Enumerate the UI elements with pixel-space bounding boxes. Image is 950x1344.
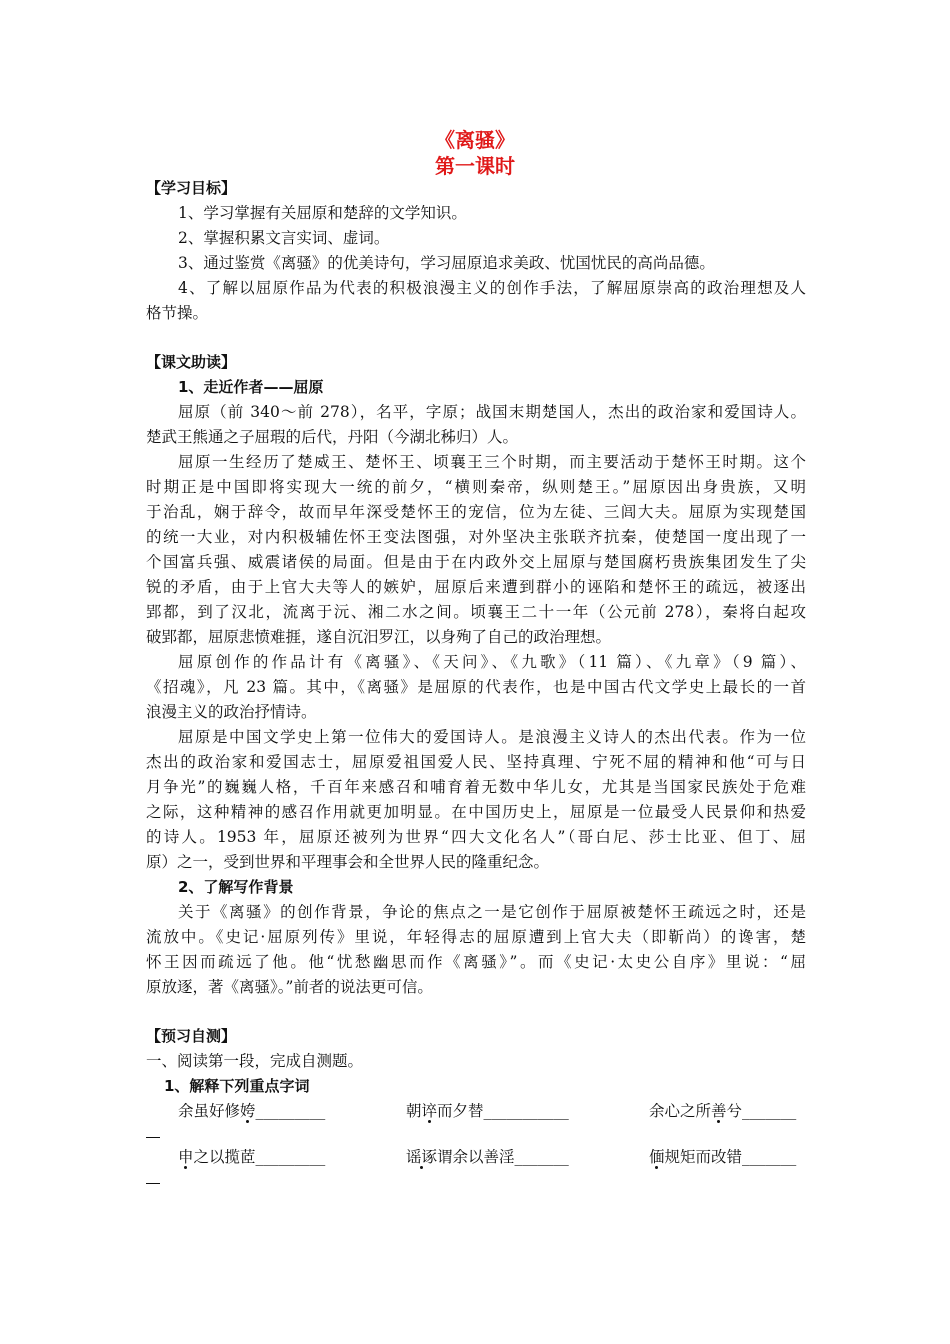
goal-item: 4、了解以屈原作品为代表的积极浪漫主义的创作手法，了解屈原崇高的政治理想及人	[178, 279, 806, 297]
vocab-keyword: 谇	[421, 1102, 438, 1120]
vocab-item	[406, 1099, 569, 1123]
exercise-intro: 一、阅读第一段，完成自测题。	[146, 1052, 364, 1070]
paragraph-line: 屈原（前 340～前 278），名平，字原；战国末期楚国人，杰出的政治家和爱国诗人。	[178, 403, 806, 421]
vocab-item	[178, 1145, 325, 1169]
answer-blank[interactable]: ___________	[483, 1102, 569, 1120]
subheading-background: 2、了解写作背景	[178, 878, 294, 896]
goal-item: 2、掌握积累文言实词、虚词。	[178, 229, 390, 247]
paragraph-line: 之际，这种精神的感召作用就更加明显。在中国历史上，屈原是一位最受人民景仰和热爱	[146, 803, 806, 821]
paragraph-line: 浪漫主义的政治抒情诗。	[146, 703, 317, 721]
paragraph-line: 杰出的政治家和爱国志士，屈原爱祖国爱人民、坚持真理、宁死不屈的精神和他“可与日	[146, 753, 806, 771]
section-heading-guide: 【课文助读】	[146, 353, 237, 371]
vocab-keyword: 善	[711, 1102, 727, 1120]
vocab-keyword: 偭	[649, 1148, 665, 1166]
paragraph-line: 屈原一生经历了楚威王、楚怀王、顷襄王三个时期，而主要活动于楚怀王时期。这个	[178, 453, 806, 471]
paragraph-line: 原放逐，著《离骚》。”前者的说法更可信。	[146, 978, 433, 996]
answer-blank-continuation	[146, 1137, 160, 1138]
subheading-author: 1、走近作者——屈原	[178, 378, 324, 396]
paragraph-line: 郢都，到了汉北，流离于沅、湘二水之间。顷襄王二十一年（公元前 278），秦将白起攻	[146, 603, 806, 621]
document-subtitle: 第一课时	[435, 154, 515, 178]
vocab-text: 之以揽茝	[193, 1148, 256, 1166]
goal-item-continued: 格节操。	[146, 304, 209, 322]
paragraph-line: 破郢都，屈原悲愤难捱，遂自沉汨罗江，以身殉了自己的政治理想。	[146, 628, 612, 646]
answer-blank[interactable]: _________	[255, 1148, 326, 1166]
exercise-subheading: 1、解释下列重点字词	[164, 1077, 310, 1095]
paragraph-line: 的诗人。1953 年，屈原还被列为世界“四大文化名人”（哥白尼、莎士比亚、但丁、屈	[146, 828, 806, 846]
vocab-text: 余虽好修	[178, 1102, 241, 1120]
paragraph-line: 锐的矛盾，由于上官大夫等人的嫉妒，屈原后来遭到群小的诬陷和楚怀王的疏远，被逐出	[146, 578, 806, 596]
answer-blank[interactable]: _______	[742, 1148, 797, 1166]
paragraph-line: 时期正是中国即将实现大一统的前夕，“横则秦帝，纵则楚王。”屈原因出身贵族，又明	[146, 478, 806, 496]
paragraph-line: 屈原创作的作品计有《离骚》、《天问》、《九歌》（11 篇）、《九章》（9 篇）、	[178, 653, 806, 671]
vocab-keyword: 谣诼	[406, 1148, 438, 1166]
vocab-text: 规矩而改错	[664, 1148, 743, 1166]
vocab-keyword: 姱	[240, 1102, 256, 1120]
section-heading-goals: 【学习目标】	[146, 179, 237, 197]
section-heading-preview: 【预习自测】	[146, 1027, 237, 1045]
answer-blank[interactable]: _______	[742, 1102, 797, 1120]
vocab-item	[649, 1145, 796, 1169]
answer-blank[interactable]: _______	[514, 1148, 569, 1166]
vocab-item	[178, 1099, 325, 1123]
vocab-text: 而夕替	[437, 1102, 484, 1120]
paragraph-line: 《招魂》，凡 23 篇。其中，《离骚》是屈原的代表作，也是中国古代文学史上最长的一首	[146, 678, 806, 696]
vocab-keyword: 申	[178, 1148, 194, 1166]
paragraph-line: 关于《离骚》的创作背景，争论的焦点之一是它创作于屈原被楚怀王疏远之时，还是	[178, 903, 806, 921]
paragraph-line: 屈原是中国文学史上第一位伟大的爱国诗人。是浪漫主义诗人的杰出代表。作为一位	[178, 728, 806, 746]
vocab-text: 兮	[726, 1102, 743, 1120]
vocab-item	[649, 1099, 796, 1123]
vocab-text: 余心之所	[649, 1102, 712, 1120]
paragraph-line: 楚武王熊通之子屈瑕的后代，丹阳（今湖北秭归）人。	[146, 428, 519, 446]
answer-blank-continuation	[146, 1183, 160, 1184]
answer-blank[interactable]: _________	[255, 1102, 326, 1120]
vocab-item	[406, 1145, 569, 1169]
document-title: 《离骚》	[435, 128, 515, 152]
goal-item: 1、学习掌握有关屈原和楚辞的文学知识。	[178, 204, 467, 222]
paragraph-line: 的统一大业，对内积极辅佐怀王变法图强，对外坚决主张联齐抗秦，使楚国一度出现了一	[146, 528, 806, 546]
paragraph-line: 流放中。《史记·屈原列传》里说，年轻得志的屈原遭到上官大夫（即靳尚）的谗害，楚	[146, 928, 806, 946]
paragraph-line: 于治乱，娴于辞令，故而早年深受楚怀王的宠信，位为左徒、三闾大夫。屈原为实现楚国	[146, 503, 806, 521]
paragraph-line: 个国富兵强、威震诸侯的局面。但是由于在内政外交上屈原与楚国腐朽贵族集团发生了尖	[146, 553, 806, 571]
paragraph-line: 怀王因而疏远了他。他“忧愁幽思而作《离骚》”。而《史记·太史公自序》里说：“屈	[146, 953, 806, 971]
paragraph-line: 原）之一，受到世界和平理事会和全世界人民的隆重纪念。	[146, 853, 550, 871]
vocab-text: 朝	[406, 1102, 422, 1120]
goal-item: 3、通过鉴赏《离骚》的优美诗句，学习屈原追求美政、忧国忧民的高尚品德。	[178, 254, 715, 272]
vocab-text: 谓余以善淫	[437, 1148, 515, 1166]
paragraph-line: 月争光”的巍巍人格，千百年来感召和哺育着无数中华儿女，尤其是当国家民族处于危难	[146, 778, 806, 796]
